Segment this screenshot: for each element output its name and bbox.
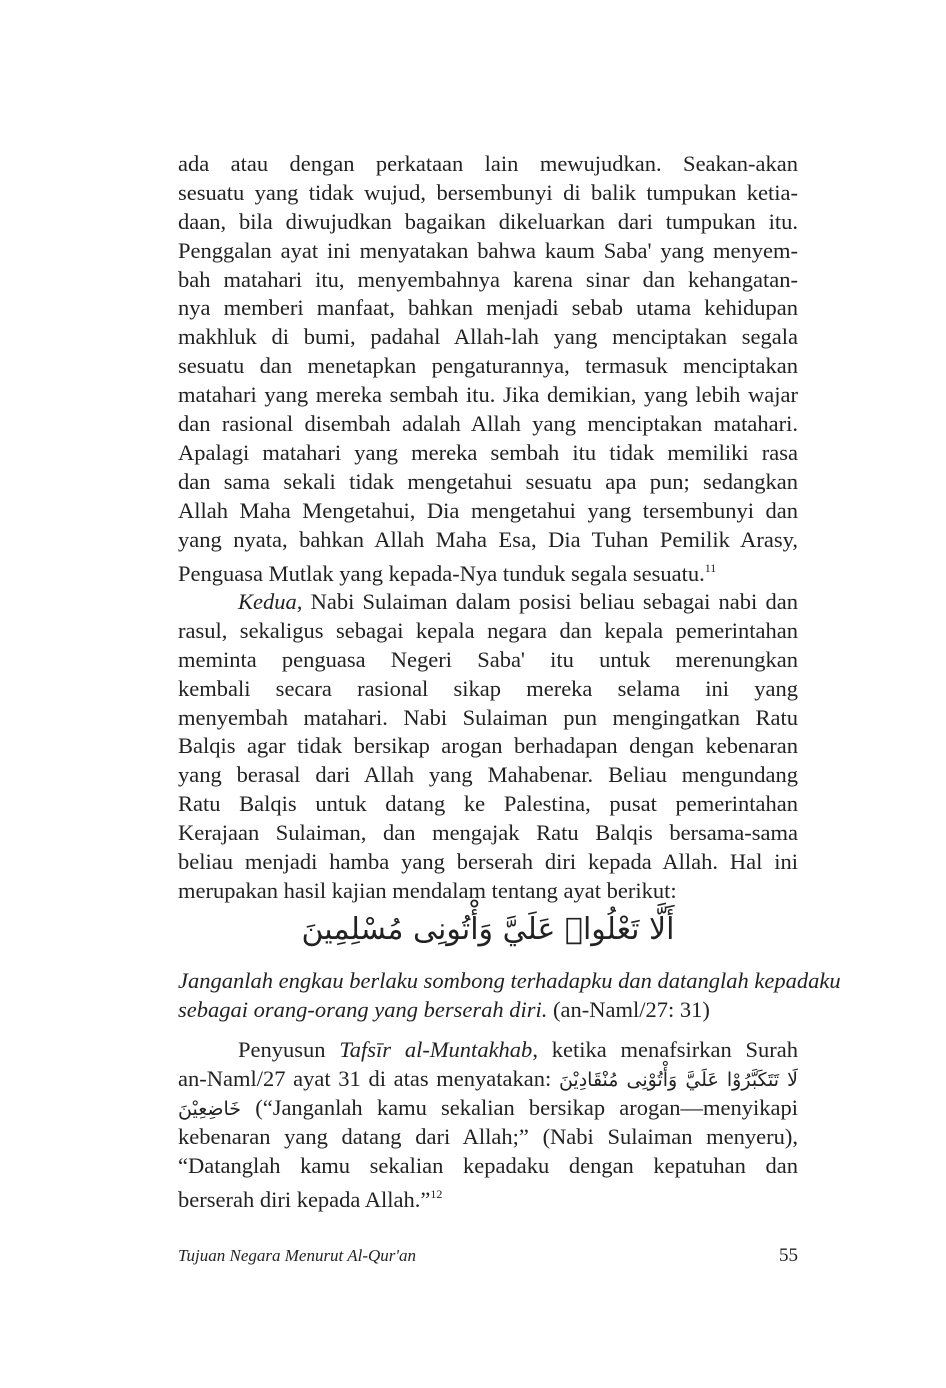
footnote-reference: 11 xyxy=(704,561,717,576)
text-line xyxy=(178,179,798,208)
text-line xyxy=(178,1065,798,1094)
text-line xyxy=(178,554,798,587)
text-line xyxy=(178,1036,798,1065)
text-segment: berserah diri kepada Allah.” xyxy=(178,1187,431,1213)
text-segment: Apalagi matahari yang mereka sembah itu tidak memiliki rasa xyxy=(178,439,798,465)
text-line xyxy=(178,617,798,646)
text-line xyxy=(178,1094,798,1123)
text-line xyxy=(178,526,798,555)
text-segment: Kerajaan Sulaiman, dan mengajak Ratu Balqis bersama-sama xyxy=(178,820,798,846)
text-segment: (an-Naml/27: 31) xyxy=(547,996,710,1022)
text-line xyxy=(178,1123,798,1152)
text-line xyxy=(178,877,798,906)
text-segment: ada atau dengan perkataan lain mewujudkan. Seakan-akan xyxy=(178,151,798,176)
text-segment: Penguasa Mutlak yang kepada-Nya tunduk segala sesuatu. xyxy=(178,561,705,587)
verse-translation xyxy=(178,967,841,1025)
running-footer-book-title: Tujuan Negara Menurut Al-Qur'an xyxy=(178,1246,417,1265)
text-line xyxy=(178,352,798,381)
text-line xyxy=(178,675,798,704)
text-line xyxy=(178,761,798,790)
text-segment: menyembah matahari. Nabi Sulaiman pun mengingatkan Ratu xyxy=(178,704,798,730)
text-line xyxy=(178,996,798,1025)
text-segment: matahari yang mereka sembah itu. Jika demikian, yang lebih wajar xyxy=(178,382,798,408)
paragraph-3 xyxy=(178,1036,799,1213)
text-line xyxy=(178,208,798,237)
text-segment: “Datanglah kamu sekalian kepadaku dengan kepatuhan dan xyxy=(178,1152,798,1178)
arabic-text: خَاضِعِيْنَ xyxy=(178,1097,242,1120)
text-segment: Ratu Balqis untuk datang ke Palestina, pusat pemerintahan xyxy=(178,791,798,817)
text-line xyxy=(178,468,798,497)
text-line xyxy=(178,294,798,323)
text-line xyxy=(178,266,798,295)
text-segment: Balqis agar tidak bersikap arogan berhadapan dengan kebenaran xyxy=(178,733,798,759)
text-line xyxy=(178,704,798,733)
text-segment: Penyusun xyxy=(238,1037,340,1062)
paragraph-2 xyxy=(178,588,798,906)
text-segment: makhluk di bumi, padahal Allah-lah yang menciptakan segala xyxy=(178,324,798,350)
text-line xyxy=(178,410,798,439)
text-segment: meminta penguasa Negeri Saba' itu untuk merenungkan xyxy=(178,646,798,672)
text-segment: dan rasional disembah adalah Allah yang menciptakan matahari. xyxy=(178,411,798,437)
text-segment: , ketika menafsirkan Surah xyxy=(532,1037,799,1062)
text-segment: an-Naml/27 ayat 31 di atas menyatakan: xyxy=(178,1065,559,1091)
text-segment: merupakan hasil kajian mendalam tentang ayat berikut: xyxy=(178,877,677,903)
text-line xyxy=(178,1180,798,1213)
text-segment: Tafsīr al-Muntakhab xyxy=(339,1037,533,1062)
text-line xyxy=(178,237,798,266)
text-segment: nya memberi manfaat, bahkan menjadi sebab utama kehidupan xyxy=(178,295,798,321)
text-segment: yang nyata, bahkan Allah Maha Esa, Dia Tuhan Pemilik Arasy, xyxy=(178,526,798,552)
text-segment: Allah Maha Mengetahui, Dia mengetahui yang tersembunyi dan xyxy=(178,497,798,523)
text-line xyxy=(178,588,798,617)
text-line xyxy=(178,1152,798,1181)
text-segment: kembali secara rasional sikap mereka selama ini yang xyxy=(178,675,798,701)
text-segment: Janganlah engkau berlaku sombong terhadapku dan datanglah kepadaku xyxy=(178,968,841,993)
text-line xyxy=(178,646,798,675)
text-segment: Penggalan ayat ini menyatakan bahwa kaum Saba' yang menyem- xyxy=(178,237,798,263)
text-line xyxy=(178,732,798,761)
arabic-text: لَا تَتَكَبَّرُوْا عَلَيَّ وَأْتُوْنِى مُنْقَادِيْنَ xyxy=(558,1068,798,1091)
text-line xyxy=(178,150,798,179)
text-segment: Nabi Sulaiman dalam posisi beliau sebagai nabi dan xyxy=(302,589,798,614)
text-segment: beliau menjadi hamba yang berserah diri kepada Allah. Hal ini xyxy=(178,849,798,875)
text-segment: (“Janganlah kamu sekalian bersikap arogan—menyikapi xyxy=(241,1094,798,1120)
text-line xyxy=(178,819,798,848)
text-line xyxy=(178,381,798,410)
quran-verse-arabic: أَلَّا تَعْلُوا۟ عَلَيَّ وَأْتُونِى مُسْلِمِينَ xyxy=(301,912,675,947)
text-segment: bah matahari itu, menyembahnya karena sinar dan kehangatan- xyxy=(178,266,798,292)
text-segment: sebagai orang-orang yang berserah diri. xyxy=(178,996,548,1022)
paragraph-1 xyxy=(178,150,798,587)
text-segment: sesuatu dan menetapkan pengaturannya, termasuk menciptakan xyxy=(178,353,798,379)
text-line xyxy=(178,323,798,352)
text-line xyxy=(178,967,841,996)
text-segment: dan sama sekali tidak mengetahui sesuatu apa pun; sedangkan xyxy=(178,468,798,494)
text-line xyxy=(178,497,798,526)
text-segment: kebenaran yang datang dari Allah;” (Nabi Sulaiman menyeru), xyxy=(178,1123,798,1149)
text-segment: rasul, sekaligus sebagai kepala negara dan kepala pemerintahan xyxy=(178,617,798,643)
text-line xyxy=(178,790,798,819)
text-segment: Kedua, xyxy=(238,589,303,614)
text-line xyxy=(178,439,798,468)
text-segment: yang berasal dari Allah yang Mahabenar. Beliau mengundang xyxy=(178,762,798,788)
text-segment: daan, bila diwujudkan bagaikan dikeluarkan dari tumpukan itu. xyxy=(178,208,798,234)
text-line xyxy=(178,848,798,877)
text-segment: sesuatu yang tidak wujud, bersembunyi di balik tumpukan ketia- xyxy=(178,179,798,205)
footnote-reference: 12 xyxy=(430,1187,443,1202)
page-number: 55 xyxy=(779,1245,798,1266)
